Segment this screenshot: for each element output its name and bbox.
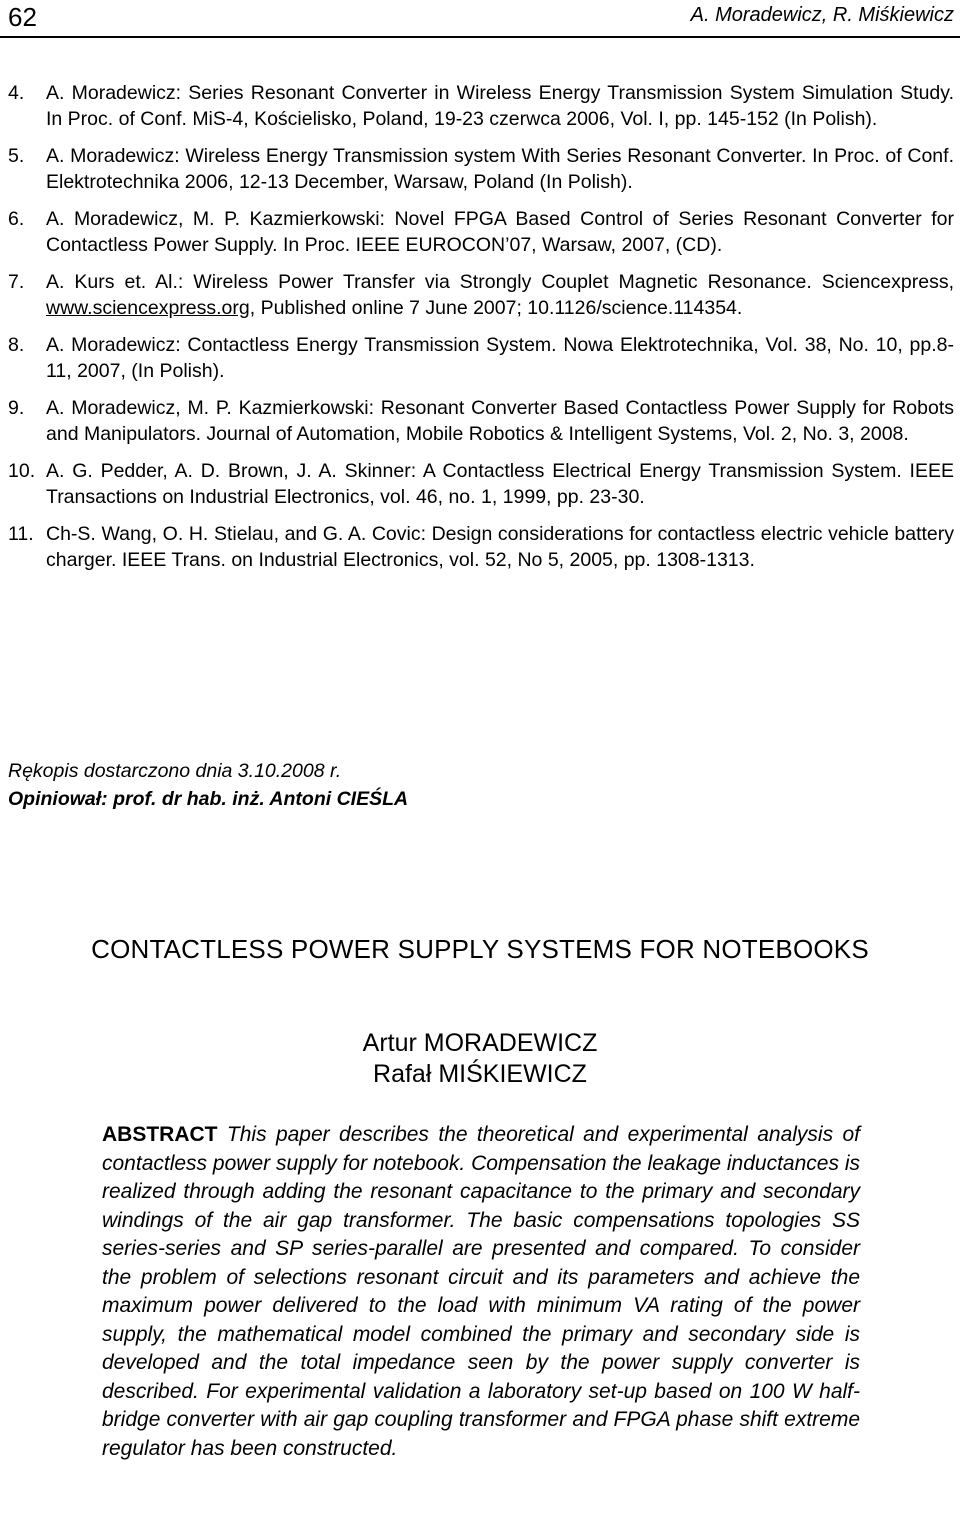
reference-text: A. Moradewicz: Wireless Energy Transmission system With Series Resonant Converter. In Proc. of Conf. Elektrotechnika 2006, 12-13 December, Warsaw, Poland (In Polish). [46,145,954,193]
reference-text: A. G. Pedder, A. D. Brown, J. A. Skinner: A Contactless Electrical Energy Transmission System. IEEE Transactions on Industrial Electronics, vol. 46, no. 1, 1999, pp. 23-30. [46,460,954,508]
reference-item [8,332,954,384]
reference-item [8,395,954,447]
page-number: 62 [8,2,37,32]
reference-text-part: , Published online 7 June 2007; 10.1126/science.114354. [249,297,743,319]
reference-text [46,269,954,321]
reference-item [8,206,954,258]
reference-number: 10. [8,460,36,482]
reference-number: 8. [8,334,25,356]
reference-text: Ch-S. Wang, O. H. Stielau, and G. A. Covic: Design considerations for contactless electric vehicle battery charger. IEEE Trans. on Industrial Electronics, vol. 52, No 5, 2005, pp. 1308-1313. [46,523,954,571]
reference-item [8,143,954,195]
reference-text: A. Moradewicz, M. P. Kazmierkowski: Resonant Converter Based Contactless Power Supply for Robots and Manipulators. Journal of Automation, Mobile Robotics & Intelligent Systems, Vol. 2, No. 3, 2008. [46,397,954,445]
header-rule [0,36,960,38]
reference-number: 5. [8,145,25,167]
abstract [102,1121,860,1463]
abstract-text: This paper describes the theoretical and experimental analysis of contactless power supply for notebook. Compensation the leakage inductances is realized through adding the resonant capacitance to the primary and secondary windings of the air gap transformer. The basic compensations topologies SS series-series and SP series-parallel are presented and compared. To consider the problem of selections resonant circuit and its parameters and achieve the maximum power delivered to the load with minimum VA rating of the power supply, the mathematical model combined the primary and secondary side is developed and the total impedance seen by the power supply converter is described. For experimental validation a laboratory set-up based on 100 W half-bridge converter with air gap coupling transformer and FPGA phase shift extreme regulator has been constructed. [102,1123,860,1460]
reference-link[interactable]: www.sciencexpress.org [46,297,250,319]
manuscript-received-note: Rękopis dostarczono dnia 3.10.2008 r. [8,760,342,782]
reference-number: 4. [8,82,25,104]
author-name: Rafał MIŚKIEWICZ [373,1060,587,1088]
page-header [0,0,960,36]
abstract-label: ABSTRACT [102,1123,218,1146]
reference-number: 7. [8,271,25,293]
reference-text-part: A. Kurs et. Al.: Wireless Power Transfer via Strongly Couplet Magnetic Resonance. Sciencexpress, [46,271,954,293]
reviewer-note: Opiniował: prof. dr hab. inż. Antoni CIEŚLA [8,788,409,810]
reference-text: A. Moradewicz: Series Resonant Converter in Wireless Energy Transmission System Simulation Study. In Proc. of Conf. MiS-4, Kościelisko, Poland, 19-23 czerwca 2006, Vol. I, pp. 145-152 (In Polish). [46,82,954,130]
reference-number: 11. [8,523,34,545]
reference-item [8,269,954,321]
running-head: A. Moradewicz, R. Miśkiewicz [690,4,954,26]
author-name: Artur MORADEWICZ [362,1029,598,1057]
reference-list [8,80,954,584]
reference-item [8,458,954,510]
reference-text: A. Moradewicz: Contactless Energy Transmission System. Nowa Elektrotechnika, Vol. 38, No. 10, pp.8-11, 2007, (In Polish). [46,334,954,382]
reference-item [8,521,954,573]
reference-text: A. Moradewicz, M. P. Kazmierkowski: Novel FPGA Based Control of Series Resonant Converter for Contactless Power Supply. In Proc. IEEE EUROCON’07, Warsaw, 2007, (CD). [46,208,954,256]
author-list [0,1028,960,1090]
reference-number: 9. [8,397,25,419]
paper-title: CONTACTLESS POWER SUPPLY SYSTEMS FOR NOTEBOOKS [91,934,869,964]
reference-item [8,80,954,132]
reference-number: 6. [8,208,25,230]
